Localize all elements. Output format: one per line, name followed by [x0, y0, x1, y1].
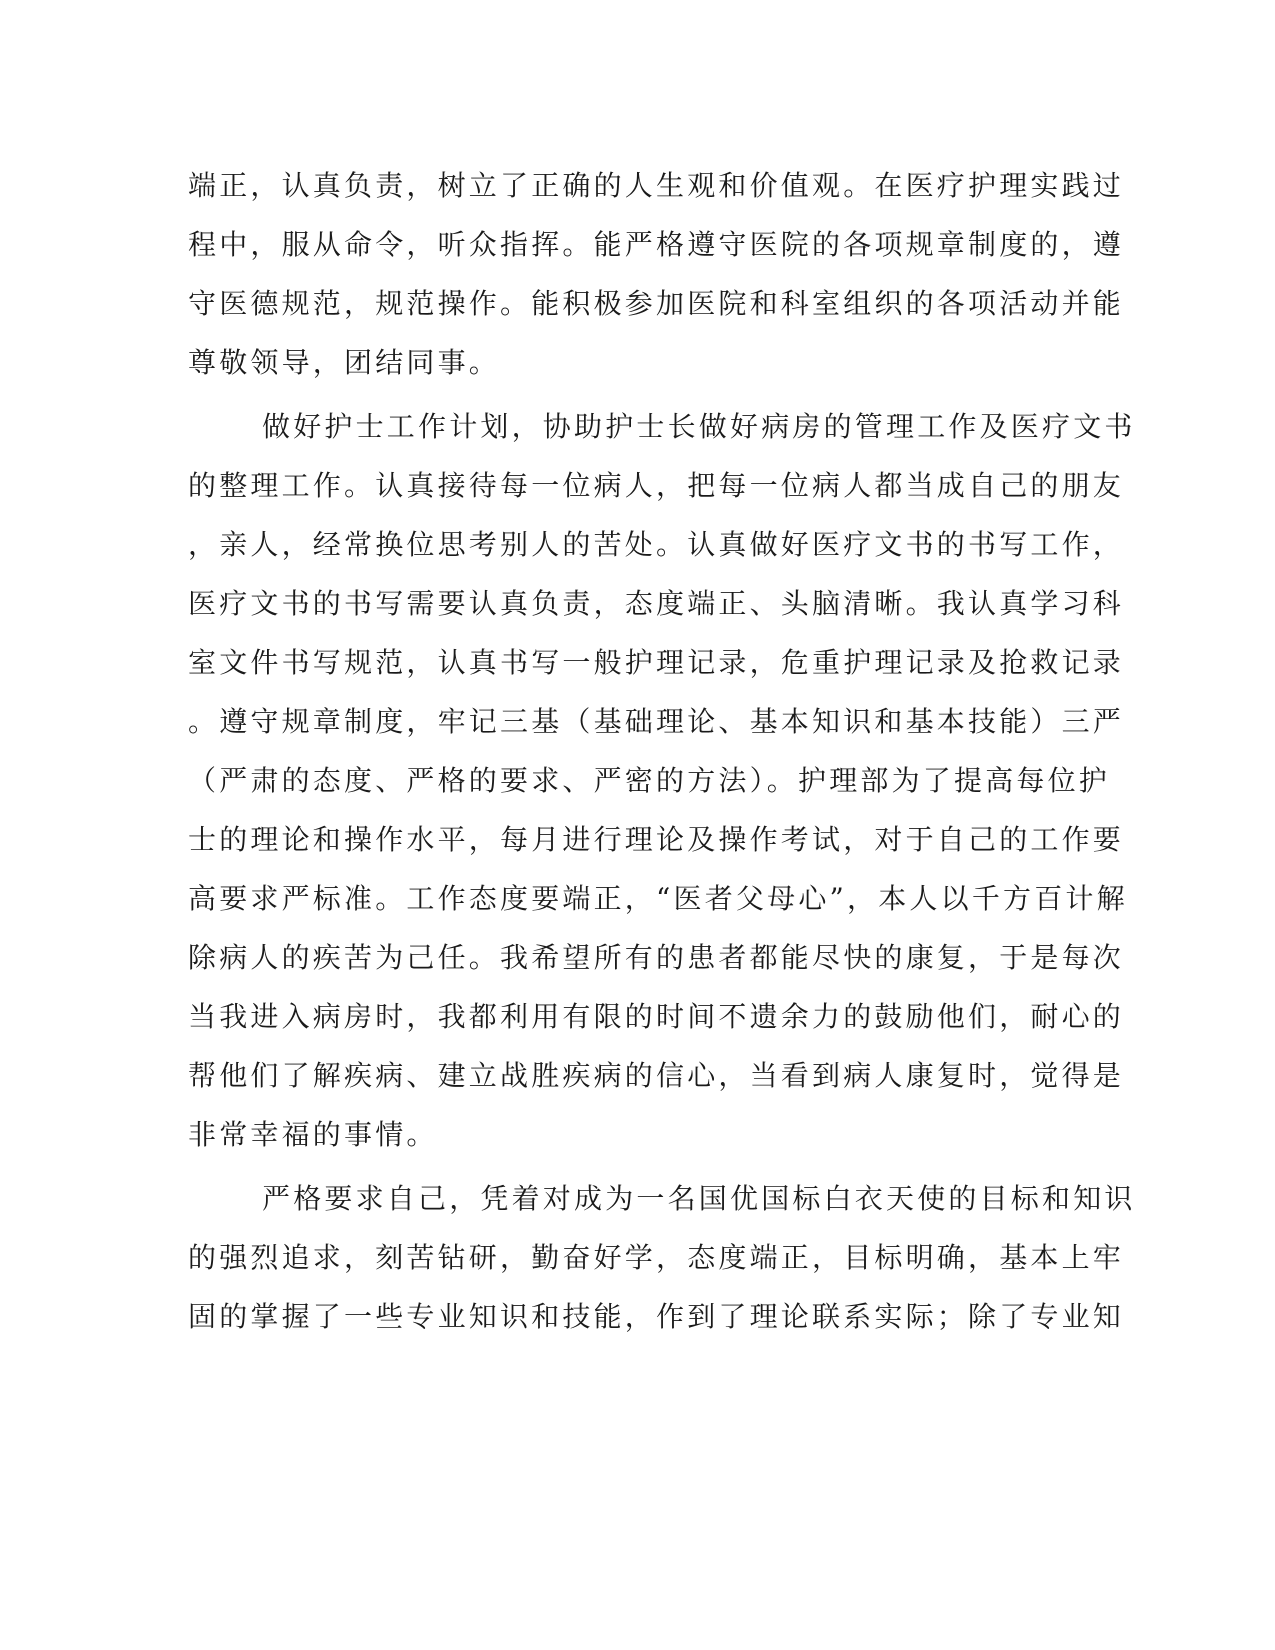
paragraph-3-line-1: 严格要求自己，凭着对成为一名国优国标白衣天使的目标和知识: [262, 1182, 1136, 1215]
paragraph-2-line-8: 士的理论和操作水平，每月进行理论及操作考试，对于自己的工作要: [188, 823, 1125, 856]
paragraph-2-line-7: （严肃的态度、严格的要求、严密的方法）。护理部为了提高每位护: [188, 764, 1111, 797]
paragraph-2-line-1: 做好护士工作计划，协助护士长做好病房的管理工作及医疗文书: [262, 410, 1136, 443]
paragraph-2-line-5: 室文件书写规范，认真书写一般护理记录，危重护理记录及抢救记录: [188, 646, 1125, 679]
paragraph-3-line-3: 固的掌握了一些专业知识和技能，作到了理论联系实际；除了专业知: [188, 1300, 1125, 1333]
paragraph-2-line-13: 非常幸福的事情。: [188, 1118, 438, 1151]
paragraph-2-line-2: 的整理工作。认真接待每一位病人，把每一位病人都当成自己的朋友: [188, 469, 1125, 502]
paragraph-2-line-6: 。遵守规章制度，牢记三基（基础理论、基本知识和基本技能）三严: [188, 705, 1125, 738]
paragraph-3-line-2: 的强烈追求，刻苦钻研，勤奋好学，态度端正，目标明确，基本上牢: [188, 1241, 1125, 1274]
paragraph-2-line-12: 帮他们了解疾病、建立战胜疾病的信心，当看到病人康复时，觉得是: [188, 1059, 1125, 1092]
paragraph-2-line-11: 当我进入病房时，我都利用有限的时间不遗余力的鼓励他们，耐心的: [188, 1000, 1125, 1033]
paragraph-1-line-2: 程中，服从命令，听众指挥。能严格遵守医院的各项规章制度的，遵: [188, 228, 1125, 261]
paragraph-2-line-10: 除病人的疾苦为己任。我希望所有的患者都能尽快的康复，于是每次: [188, 941, 1125, 974]
paragraph-1-line-1: 端正，认真负责，树立了正确的人生观和价值观。在医疗护理实践过: [188, 169, 1125, 202]
paragraph-1-line-3: 守医德规范，规范操作。能积极参加医院和科室组织的各项活动并能: [188, 287, 1125, 320]
paragraph-2-line-4: 医疗文书的书写需要认真负责，态度端正、头脑清晰。我认真学习科: [188, 587, 1125, 620]
paragraph-2-line-3: ，亲人，经常换位思考别人的苦处。认真做好医疗文书的书写工作，: [188, 528, 1125, 561]
paragraph-1-line-4: 尊敬领导，团结同事。: [188, 346, 501, 379]
paragraph-2-line-9: 高要求严标准。工作态度要端正，“医者父母心”，本人以千方百计解: [188, 882, 1128, 915]
